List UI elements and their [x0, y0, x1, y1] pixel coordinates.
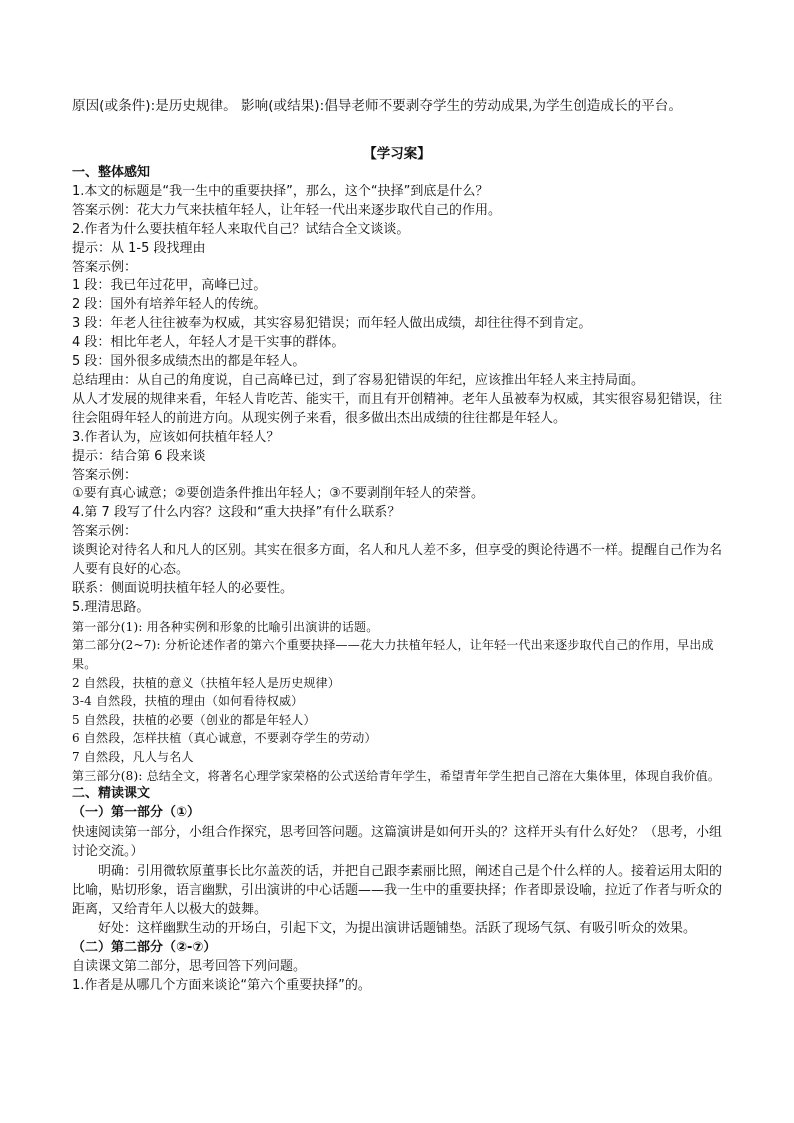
- heading-close-reading: 二、精读课文: [72, 786, 151, 802]
- outline-para-7: 7 自然段，凡人与名人: [72, 749, 194, 764]
- part-1-task: 快速阅读第一部分，小组合作探究，思考回答问题。这篇演讲是如何开头的？这样开头有什么好处？（思考，小组讨论交流。）: [72, 824, 723, 859]
- outline-part-3: 第三部分(8): 总结全文，将著名心理学家荣格的公式送给青年学生，希望青年学生把自己溶在大集体里，体现自我价值。: [72, 768, 721, 783]
- part-1-heading: （一）第一部分（①）: [72, 805, 201, 820]
- part-1-benefit: 好处：这样幽默生动的开场白，引起下文，为提出演讲话题铺垫。活跃了现场气氛、有吸引听众的效果。: [98, 921, 697, 937]
- hint-2: 提示：从 1-5 段找理由: [72, 240, 206, 256]
- question-3: 3.作者认为，应该如何扶植年轻人？: [72, 429, 280, 445]
- top-line: 原因(或条件):是历史规律。 影响(或结果):倡导老师不要剥夺学生的劳动成果,为学生创造成长的平台。: [72, 98, 682, 114]
- hint-3: 提示：结合第 6 段来谈: [72, 448, 206, 464]
- answer-1: 答案示例：花大力气来扶植年轻人，让年轻一代出来逐步取代自己的作用。: [72, 202, 502, 218]
- answer-2-label: 答案示例：: [72, 259, 138, 275]
- answer-4-label: 答案示例：: [72, 524, 138, 540]
- answer-3-label: 答案示例：: [72, 467, 138, 483]
- para-reason-2: 2 段：国外有培养年轻人的传统。: [72, 297, 267, 313]
- outline-para-3-4: 3-4 自然段，扶植的理由（如何看待权威）: [72, 694, 304, 709]
- part-1-clarification: 明确：引用微软原董事长比尔盖茨的话，并把自己跟李素丽比照，阐述自己是个什么样的人。接着运用太阳的比喻，贴切形象，语言幽默，引出演讲的中心话题——我一生中的重要抉择；作者即景设喻，拉近了作者与听众的距离，又给青年人以极大的鼓舞。: [72, 863, 723, 917]
- heading-overall: 一、整体感知: [72, 165, 151, 180]
- outline-para-5: 5 自然段，扶植的必要（创业的都是年轻人）: [72, 712, 316, 727]
- section-title: 【学习案】: [363, 146, 431, 162]
- para-reason-1: 1 段：我已年过花甲，高峰已过。: [72, 278, 267, 294]
- para-reason-3: 3 段：年老人往往被奉为权威，其实容易犯错误；而年轻人做出成绩，却往往得不到肯定。: [72, 316, 592, 332]
- summary-1: 总结理由：从自己的角度说，自己高峰已过，到了容易犯错误的年纪，应该推出年轻人来主持局面。: [72, 372, 645, 388]
- question-2: 2.作者为什么要扶植年轻人来取代自己？试结合全文谈谈。: [72, 221, 410, 237]
- document-page: [72, 96, 722, 996]
- outline-part-2: 第二部分(2~7): 分析论述作者的第六个重要抉择——花大力扶植年轻人，让年轻一代出来逐步取代自己的作用，早出成果。: [72, 638, 714, 671]
- link-4: 联系：侧面说明扶植年轻人的必要性。: [72, 580, 294, 596]
- para-reason-4: 4 段：相比年老人，年轻人才是干实事的群体。: [72, 335, 345, 351]
- part-2-question-1: 1.作者是从哪几个方面来谈论“第六个重要抉择”的。: [72, 978, 371, 994]
- question-4: 4.第 7 段写了什么内容？这段和“重大抉择”有什么联系？: [72, 505, 401, 521]
- part-2-heading: （二）第二部分（②-⑦）: [72, 940, 217, 956]
- outline-para-2: 2 自然段，扶植的意义（扶植年轻人是历史规律）: [72, 675, 341, 690]
- outline-part-1: 第一部分(1): 用各种实例和形象的比喻引出演讲的话题。: [72, 619, 379, 634]
- part-2-task: 自读课文第二部分，思考回答下列问题。: [72, 959, 307, 975]
- question-1: 1.本文的标题是“我一生中的重要抉择”，那么，这个“抉择”到底是什么？: [72, 183, 489, 199]
- outline-para-6: 6 自然段，怎样扶植（真心诚意，不要剥夺学生的劳动）: [72, 731, 377, 746]
- summary-2: 从人才发展的规律来看，年轻人肯吃苦、能实干，而且有开创精神。老年人虽被奉为权威，其实很容易犯错误，往往会阻碍年轻人的前进方向。从现实例子来看，很多做出杰出成绩的往往都是年轻人。: [72, 391, 723, 426]
- para-reason-5: 5 段：国外很多成绩杰出的都是年轻人。: [72, 354, 306, 370]
- answer-4: 谈舆论对待名人和凡人的区别。其实在很多方面，名人和凡人差不多，但享受的舆论待遇不一样。提醒自己作为名人要有良好的心态。: [72, 543, 723, 578]
- question-5: 5.理清思路。: [72, 599, 150, 615]
- answer-3: ①要有真心诚意；②要创造条件推出年轻人；③不要剥削年轻人的荣誉。: [72, 486, 484, 502]
